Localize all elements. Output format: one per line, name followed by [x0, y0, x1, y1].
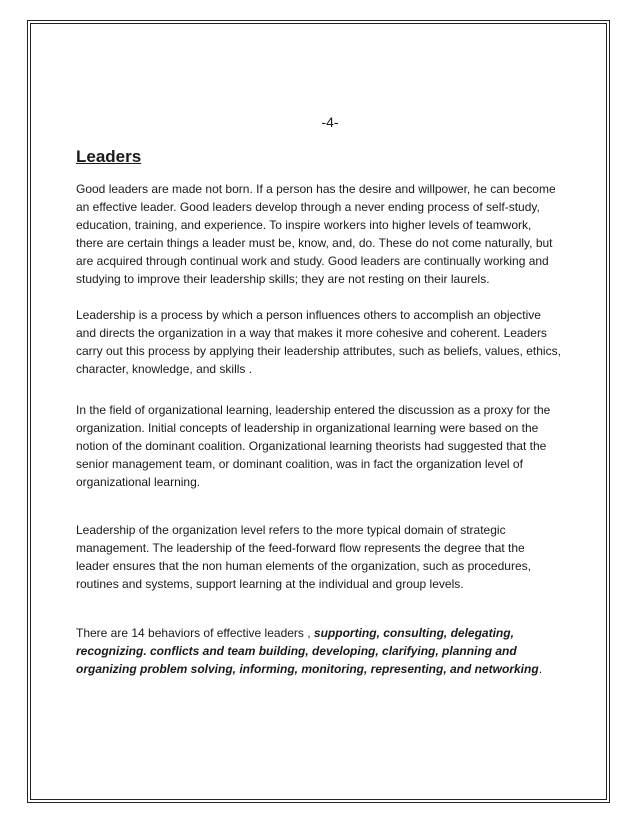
- paragraph-behaviors: [76, 624, 596, 678]
- paragraph-leadership-process: Leadership is a process by which a person influences others to accomplish an objective and directs the organization in a way that makes it more cohesive and coherent. Leaders carry out this process by applying their leadership attributes, such as beliefs, values, ethics, character, knowledge, and skills .: [76, 308, 561, 376]
- behaviors-intro: There are 14 behaviors of effective leaders ,: [76, 626, 314, 640]
- behaviors-end: .: [538, 662, 543, 676]
- paragraph-organizational-learning: In the field of organizational learning, leadership entered the discussion as a proxy for the organization. Initial concepts of leadership in organizational learning were based on the notion of the dominant coalition. Organizational learning theorists had suggested that the senior management team, or dominant coalition, was in fact the organization level of organizational learning.: [76, 403, 551, 489]
- behaviors-list: supporting, consulting, delegating, recognizing. conflicts and team building, developing, clarifying, planning and organizing problem solving, informing, monitoring, representing, and networking: [76, 626, 539, 676]
- section-heading: Leaders: [76, 147, 142, 166]
- paragraph-organization-level: Leadership of the organization level refers to the more typical domain of strategic management. The leadership of the feed-forward flow represents the degree that the leader ensures that the non human elements of the organization, such as procedures, routines and systems, support learning at the individual and group levels.: [76, 523, 531, 591]
- page-number: -4-: [321, 114, 339, 130]
- paragraph-leaders-not-born: Good leaders are made not born. If a person has the desire and willpower, he can become an effective leader. Good leaders develop through a never ending process of self-study, education, training, and experience. To inspire workers into higher levels of teamwork, there are certain things a leader must be, know, and, do. These do not come naturally, but are acquired through continual work and study. Good leaders are continually working and studying to improve their leadership skills; they are not resting on their laurels.: [76, 182, 556, 286]
